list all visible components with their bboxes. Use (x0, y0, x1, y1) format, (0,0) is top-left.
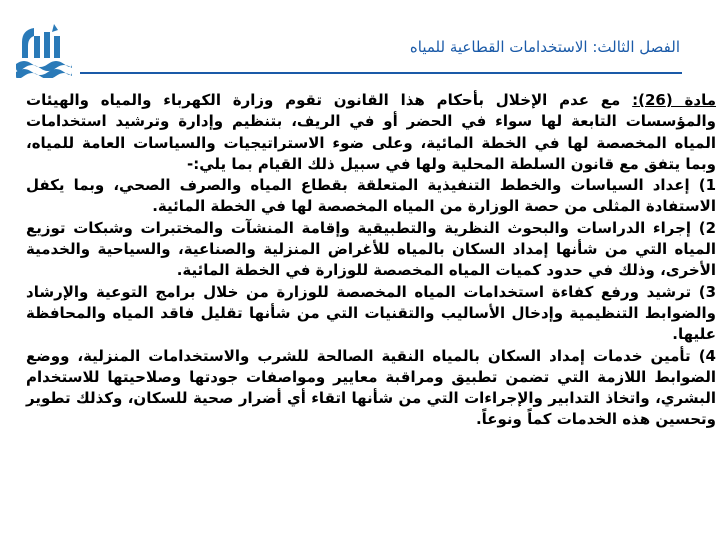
water-drop-logo-icon (14, 22, 72, 78)
list-item (26, 175, 716, 218)
article-intro-text: مع عدم الإخلال بأحكام هذا القانون تقوم وزارة الكهرباء والمياه والهيئات والمؤسسات التابعة لها سواء في الحضر أو في الريف، بتنظيم وإدارة وترشيد استخدامات المياه المخصصة لها في الخطة المائية، وعلى ضوء الاستراتيجيات والسياسات العامة للمياه، وبما يتفق مع قانون السلطة المحلية ولها في سبيل ذلك القيام بما يلي:- (26, 91, 716, 173)
article-body (26, 90, 716, 431)
ministry-logo (14, 22, 72, 78)
article-intro (26, 90, 716, 175)
list-item (26, 218, 716, 282)
list-item-number: 2) (698, 218, 716, 237)
header-divider (80, 72, 682, 74)
list-item-number: 3) (698, 282, 716, 301)
list-item (26, 282, 716, 346)
article-label: مادة (26): (632, 91, 716, 109)
list-item-text: إجراء الدراسات والبحوث النظرية والتطبيقية وإقامة المنشآت والمختبرات وشبكات توزيع المياه التي من شأنها إمداد السكان بالمياه للأغراض المنزلية والصناعية، والسياحية والخدمية الأخرى، وذلك في حدود كميات المياه المخصصة للوزارة في الخطة المائية. (26, 218, 716, 280)
list-item-text: تأمين خدمات إمداد السكان بالمياه النقية الصالحة للشرب والاستخدامات المنزلية، ووضع الضوابط اللازمة التي تضمن تطبيق ومراقبة معايير ومواصفات جودتها وصلاحيتها للاستخدام البشري، واتخاذ التدابير والإجراءات التي من شأنها اتقاء أي أضرار صحية للسكان، وكذلك تطوير وتحسين هذه الخدمات كماً ونوعاً. (26, 346, 716, 429)
list-item (26, 346, 716, 431)
list-item-text: ترشيد ورفع كفاءة استخدامات المياه المخصصة للوزارة من خلال برامج التوعية والإرشاد والضوابط التنظيمية وإدخال الأساليب والتقنيات التي من شأنها تقليل فاقد المياه والمحافظة عليها. (26, 282, 716, 344)
list-item-text: إعداد السياسات والخطط التنفيذية المتعلقة بقطاع المياه والصرف الصحي، وبما يكفل الاستفادة المثلى من حصة الوزارة من المياه المخصصة لها في الخطة المائية. (26, 176, 716, 216)
list-item-number: 1) (698, 176, 716, 195)
chapter-title: الفصل الثالث: الاستخدامات القطاعية للمياه (409, 38, 680, 56)
list-item-number: 4) (698, 346, 716, 365)
